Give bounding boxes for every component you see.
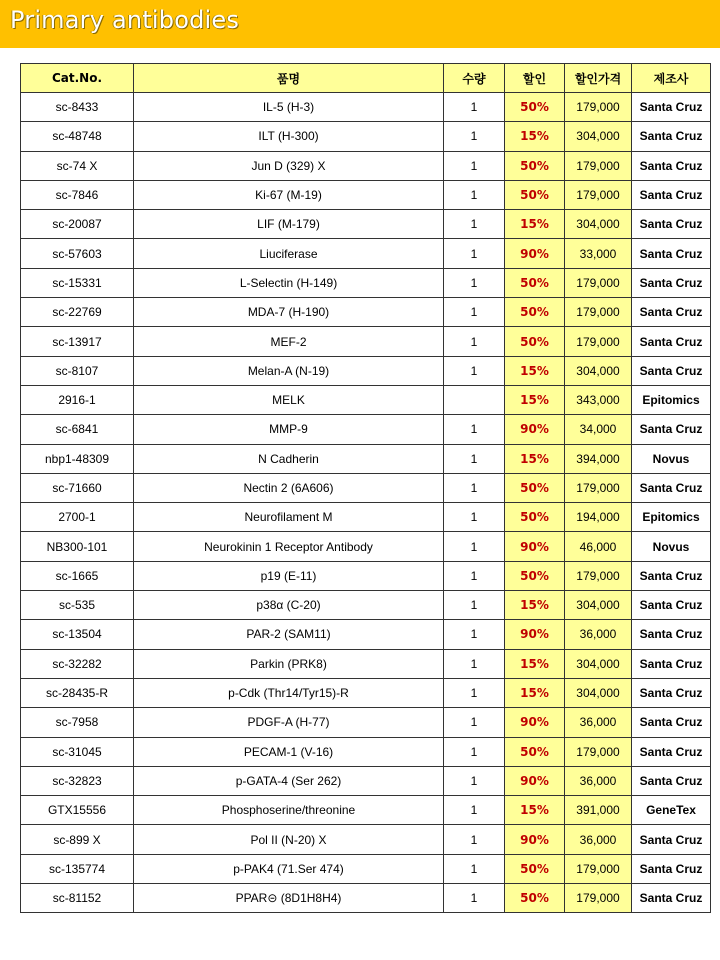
table-header-row (21, 64, 711, 93)
cell-discount-price: 391,000 (565, 796, 632, 825)
table-row (21, 884, 711, 913)
cell-discount: 50% (505, 561, 565, 590)
cell-quantity: 1 (444, 503, 505, 532)
cell-manufacturer: Santa Cruz (632, 884, 711, 913)
cell-product-name: ILT (H-300) (134, 122, 444, 151)
cell-discount: 15% (505, 385, 565, 414)
cell-quantity: 1 (444, 796, 505, 825)
table-row (21, 268, 711, 297)
cell-quantity: 1 (444, 444, 505, 473)
cell-discount-price: 304,000 (565, 122, 632, 151)
cell-discount-price: 304,000 (565, 591, 632, 620)
cell-discount-price: 179,000 (565, 884, 632, 913)
cell-discount: 90% (505, 620, 565, 649)
cell-manufacturer: Santa Cruz (632, 473, 711, 502)
cell-discount-price: 46,000 (565, 532, 632, 561)
cell-manufacturer: Santa Cruz (632, 268, 711, 297)
table-row (21, 356, 711, 385)
cell-discount-price: 179,000 (565, 854, 632, 883)
cell-discount-price: 179,000 (565, 151, 632, 180)
cell-cat-no: sc-135774 (21, 854, 134, 883)
cell-discount-price: 33,000 (565, 239, 632, 268)
cell-discount-price: 179,000 (565, 298, 632, 327)
cell-quantity: 1 (444, 678, 505, 707)
cell-quantity: 1 (444, 239, 505, 268)
table-row (21, 180, 711, 209)
cell-manufacturer: Novus (632, 532, 711, 561)
cell-product-name: Liuciferase (134, 239, 444, 268)
cell-discount: 50% (505, 180, 565, 209)
cell-discount: 90% (505, 532, 565, 561)
cell-discount: 15% (505, 210, 565, 239)
cell-quantity: 1 (444, 93, 505, 122)
cell-cat-no: 2916-1 (21, 385, 134, 414)
cell-product-name: Parkin (PRK8) (134, 649, 444, 678)
cell-product-name: Nectin 2 (6A606) (134, 473, 444, 502)
page-title: Primary antibodies (10, 6, 240, 34)
cell-discount-price: 36,000 (565, 620, 632, 649)
cell-discount-price: 36,000 (565, 708, 632, 737)
table-row (21, 678, 711, 707)
cell-product-name: IL-5 (H-3) (134, 93, 444, 122)
cell-product-name: p38α (C-20) (134, 591, 444, 620)
table-row (21, 737, 711, 766)
cell-manufacturer: Santa Cruz (632, 649, 711, 678)
table-row (21, 415, 711, 444)
cell-discount-price: 36,000 (565, 766, 632, 795)
cell-manufacturer: Santa Cruz (632, 766, 711, 795)
cell-quantity: 1 (444, 356, 505, 385)
cell-quantity: 1 (444, 854, 505, 883)
table-row (21, 503, 711, 532)
cell-quantity: 1 (444, 884, 505, 913)
cell-product-name: N Cadherin (134, 444, 444, 473)
cell-discount: 90% (505, 766, 565, 795)
cell-quantity (444, 385, 505, 414)
cell-discount: 15% (505, 591, 565, 620)
cell-manufacturer: Santa Cruz (632, 327, 711, 356)
column-header-manufacturer: 제조사 (632, 64, 711, 93)
cell-discount: 50% (505, 298, 565, 327)
cell-manufacturer: Santa Cruz (632, 356, 711, 385)
cell-cat-no: sc-899 X (21, 825, 134, 854)
cell-discount-price: 194,000 (565, 503, 632, 532)
cell-product-name: PPAR⊝ (8D1H8H4) (134, 884, 444, 913)
cell-cat-no: sc-1665 (21, 561, 134, 590)
cell-product-name: p-GATA-4 (Ser 262) (134, 766, 444, 795)
cell-discount: 50% (505, 327, 565, 356)
cell-discount-price: 304,000 (565, 356, 632, 385)
cell-quantity: 1 (444, 737, 505, 766)
cell-manufacturer: Epitomics (632, 385, 711, 414)
column-header-discount: 할인 (505, 64, 565, 93)
cell-manufacturer: Santa Cruz (632, 415, 711, 444)
column-header-discount-price: 할인가격 (565, 64, 632, 93)
cell-discount: 50% (505, 268, 565, 297)
cell-discount-price: 304,000 (565, 210, 632, 239)
cell-manufacturer: Santa Cruz (632, 151, 711, 180)
table-row (21, 649, 711, 678)
header-bar (0, 0, 720, 48)
cell-discount: 90% (505, 825, 565, 854)
cell-quantity: 1 (444, 591, 505, 620)
cell-quantity: 1 (444, 298, 505, 327)
cell-discount: 50% (505, 884, 565, 913)
cell-quantity: 1 (444, 122, 505, 151)
table-row (21, 561, 711, 590)
cell-manufacturer: Santa Cruz (632, 854, 711, 883)
cell-cat-no: sc-13504 (21, 620, 134, 649)
cell-cat-no: sc-7846 (21, 180, 134, 209)
cell-discount-price: 304,000 (565, 649, 632, 678)
cell-discount: 50% (505, 503, 565, 532)
antibody-table (20, 63, 711, 913)
table-row (21, 708, 711, 737)
cell-manufacturer: Santa Cruz (632, 239, 711, 268)
cell-cat-no: nbp1-48309 (21, 444, 134, 473)
cell-manufacturer: Santa Cruz (632, 591, 711, 620)
cell-discount-price: 179,000 (565, 327, 632, 356)
cell-cat-no: sc-8107 (21, 356, 134, 385)
cell-discount: 90% (505, 239, 565, 268)
cell-quantity: 1 (444, 151, 505, 180)
cell-product-name: p-Cdk (Thr14/Tyr15)-R (134, 678, 444, 707)
cell-quantity: 1 (444, 649, 505, 678)
cell-discount-price: 36,000 (565, 825, 632, 854)
cell-quantity: 1 (444, 620, 505, 649)
cell-product-name: Neurofilament M (134, 503, 444, 532)
cell-discount-price: 179,000 (565, 93, 632, 122)
table-row (21, 385, 711, 414)
cell-discount: 90% (505, 708, 565, 737)
cell-discount: 15% (505, 356, 565, 385)
cell-discount-price: 179,000 (565, 268, 632, 297)
cell-manufacturer: Santa Cruz (632, 825, 711, 854)
cell-manufacturer: GeneTex (632, 796, 711, 825)
cell-discount: 50% (505, 854, 565, 883)
cell-quantity: 1 (444, 415, 505, 444)
cell-manufacturer: Santa Cruz (632, 298, 711, 327)
cell-quantity: 1 (444, 180, 505, 209)
cell-quantity: 1 (444, 532, 505, 561)
cell-cat-no: sc-74 X (21, 151, 134, 180)
cell-discount: 50% (505, 93, 565, 122)
cell-quantity: 1 (444, 473, 505, 502)
column-header-cat-no: Cat.No. (21, 64, 134, 93)
table-row (21, 444, 711, 473)
cell-cat-no: NB300-101 (21, 532, 134, 561)
table-row (21, 825, 711, 854)
cell-cat-no: sc-57603 (21, 239, 134, 268)
table-row (21, 766, 711, 795)
cell-cat-no: sc-32823 (21, 766, 134, 795)
table-row (21, 93, 711, 122)
cell-cat-no: sc-28435-R (21, 678, 134, 707)
cell-product-name: MELK (134, 385, 444, 414)
cell-cat-no: sc-13917 (21, 327, 134, 356)
cell-manufacturer: Santa Cruz (632, 210, 711, 239)
cell-product-name: PECAM-1 (V-16) (134, 737, 444, 766)
cell-discount: 15% (505, 122, 565, 151)
cell-cat-no: GTX15556 (21, 796, 134, 825)
cell-product-name: LIF (M-179) (134, 210, 444, 239)
cell-product-name: L-Selectin (H-149) (134, 268, 444, 297)
cell-manufacturer: Santa Cruz (632, 180, 711, 209)
cell-quantity: 1 (444, 327, 505, 356)
cell-cat-no: sc-81152 (21, 884, 134, 913)
cell-discount: 15% (505, 649, 565, 678)
table-row (21, 327, 711, 356)
cell-discount-price: 394,000 (565, 444, 632, 473)
cell-discount-price: 179,000 (565, 473, 632, 502)
cell-product-name: Jun D (329) X (134, 151, 444, 180)
cell-quantity: 1 (444, 825, 505, 854)
cell-cat-no: sc-32282 (21, 649, 134, 678)
cell-cat-no: sc-22769 (21, 298, 134, 327)
cell-discount-price: 34,000 (565, 415, 632, 444)
cell-cat-no: sc-7958 (21, 708, 134, 737)
cell-discount: 50% (505, 473, 565, 502)
table-row (21, 854, 711, 883)
cell-product-name: PDGF-A (H-77) (134, 708, 444, 737)
cell-cat-no: sc-48748 (21, 122, 134, 151)
cell-cat-no: sc-8433 (21, 93, 134, 122)
cell-discount-price: 343,000 (565, 385, 632, 414)
cell-quantity: 1 (444, 210, 505, 239)
cell-quantity: 1 (444, 268, 505, 297)
cell-product-name: PAR-2 (SAM11) (134, 620, 444, 649)
cell-product-name: Pol II (N-20) X (134, 825, 444, 854)
cell-discount: 15% (505, 796, 565, 825)
cell-discount: 15% (505, 678, 565, 707)
table-row (21, 151, 711, 180)
cell-discount: 50% (505, 737, 565, 766)
column-header-quantity: 수량 (444, 64, 505, 93)
column-header-product-name: 품명 (134, 64, 444, 93)
cell-product-name: MMP-9 (134, 415, 444, 444)
table-row (21, 532, 711, 561)
cell-quantity: 1 (444, 708, 505, 737)
cell-product-name: MEF-2 (134, 327, 444, 356)
cell-manufacturer: Novus (632, 444, 711, 473)
cell-discount-price: 304,000 (565, 678, 632, 707)
cell-product-name: Melan-A (N-19) (134, 356, 444, 385)
cell-product-name: Ki-67 (M-19) (134, 180, 444, 209)
cell-discount: 15% (505, 444, 565, 473)
table-row (21, 239, 711, 268)
table-row (21, 591, 711, 620)
cell-cat-no: sc-20087 (21, 210, 134, 239)
cell-quantity: 1 (444, 561, 505, 590)
cell-product-name: Phosphoserine/threonine (134, 796, 444, 825)
cell-manufacturer: Santa Cruz (632, 620, 711, 649)
table-row (21, 210, 711, 239)
cell-manufacturer: Santa Cruz (632, 561, 711, 590)
cell-cat-no: sc-31045 (21, 737, 134, 766)
cell-cat-no: 2700-1 (21, 503, 134, 532)
cell-cat-no: sc-535 (21, 591, 134, 620)
cell-product-name: MDA-7 (H-190) (134, 298, 444, 327)
cell-manufacturer: Santa Cruz (632, 93, 711, 122)
cell-manufacturer: Epitomics (632, 503, 711, 532)
cell-discount-price: 179,000 (565, 180, 632, 209)
table-body (21, 93, 711, 913)
cell-discount-price: 179,000 (565, 561, 632, 590)
cell-manufacturer: Santa Cruz (632, 737, 711, 766)
cell-cat-no: sc-6841 (21, 415, 134, 444)
cell-manufacturer: Santa Cruz (632, 122, 711, 151)
cell-discount: 50% (505, 151, 565, 180)
table-row (21, 620, 711, 649)
table-row (21, 122, 711, 151)
cell-manufacturer: Santa Cruz (632, 678, 711, 707)
cell-quantity: 1 (444, 766, 505, 795)
cell-product-name: p19 (E-11) (134, 561, 444, 590)
cell-product-name: Neurokinin 1 Receptor Antibody (134, 532, 444, 561)
table-row (21, 473, 711, 502)
cell-discount: 90% (505, 415, 565, 444)
table-row (21, 298, 711, 327)
cell-discount-price: 179,000 (565, 737, 632, 766)
cell-cat-no: sc-15331 (21, 268, 134, 297)
cell-cat-no: sc-71660 (21, 473, 134, 502)
cell-product-name: p-PAK4 (71.Ser 474) (134, 854, 444, 883)
cell-manufacturer: Santa Cruz (632, 708, 711, 737)
table-row (21, 796, 711, 825)
